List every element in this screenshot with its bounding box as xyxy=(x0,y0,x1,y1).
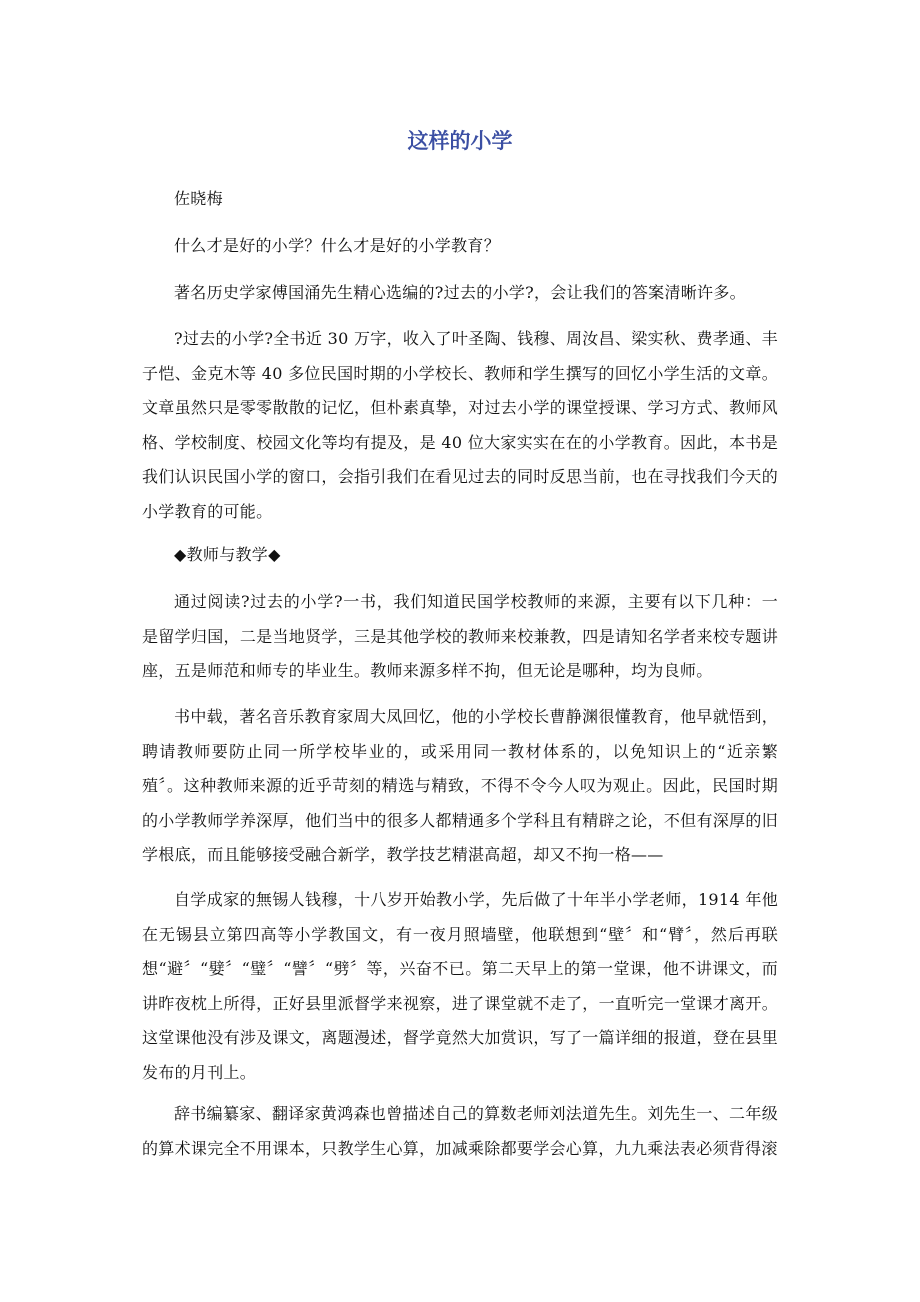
article-title: 这样的小学 xyxy=(407,129,513,153)
paragraph-2: ?过去的小学?全书近 30 万字，收入了叶圣陶、钱穆、周汝昌、梁实秋、费孝通、丰子恺、金克木等 40 多位民国时期的小学校长、教师和学生撰写的回忆小学生活的文章。文章虽然只是零零散散的记忆，但朴素真挚，对过去小学的课堂授课、学习方式、教师风格、学校制度、校园文化等均有提及，是 40 位大家实实在在的小学教育。因此，本书是我们认识民国小学的窗口，会指引我们在看见过去的同时反思当前，也在寻找我们今天的小学教育的可能。 xyxy=(142,329,778,521)
paragraph-6: 辞书编纂家、翻译家黄鸿森也曾描述自己的算数老师刘法道先生。刘先生一、二年级的算术课完全不用课本，只教学生心算，加减乘除都要学会心算，九九乘法表必须背得滚 xyxy=(142,1104,778,1158)
author-name: 佐晓梅 xyxy=(174,189,223,208)
paragraph-5: 自学成家的無锡人钱穆，十八岁开始教小学，先后做了十年半小学老师，1914 年他在无锡县立第四高等小学教国文，有一夜月照墙壁，他联想到“壁〞和“臂〞，然后再联想“避〞“嬖〞“璧〞“譬〞“劈〞等，兴奋不已。第二天早上的第一堂课，他不讲课文，而讲昨夜枕上所得，正好县里派督学来视察，进了课堂就不走了，一直听完一堂课才离开。这堂课他没有涉及课文，离题漫述，督学竟然大加赏识，写了一篇详细的报道，登在县里发布的月刊上。 xyxy=(142,890,778,1082)
paragraph-3: 通过阅读?过去的小学?一书，我们知道民国学校教师的来源，主要有以下几种：一是留学归国，二是当地贤学，三是其他学校的教师来校兼教，四是请知名学者来校专题讲座，五是师范和师专的毕业生。教师来源多样不拘，但无论是哪种，均为良师。 xyxy=(142,592,778,680)
paragraph-1: 著名历史学家傅国涌先生精心选编的?过去的小学?，会让我们的答案清晰许多。 xyxy=(174,283,746,302)
paragraph-4: 书中载，著名音乐教育家周大凤回忆，他的小学校长曹静渊很懂教育，他早就悟到，聘请教师要防止同一所学校毕业的，或采用同一教材体系的，以免知识上的“近亲繁殖〞。这种教师来源的近乎苛刻的精选与精致，不得不令今人叹为观止。因此，民国时期的小学教师学养深厚，他们当中的很多人都精通多个学科且有精辟之论，不但有深厚的旧学根底，而且能够接受融合新学，教学技艺精湛高超，却又不拘一格—— xyxy=(142,707,778,864)
intro-question: 什么才是好的小学？什么才是好的小学教育？ xyxy=(174,236,501,255)
section-heading: ◆教师与教学◆ xyxy=(174,545,281,564)
